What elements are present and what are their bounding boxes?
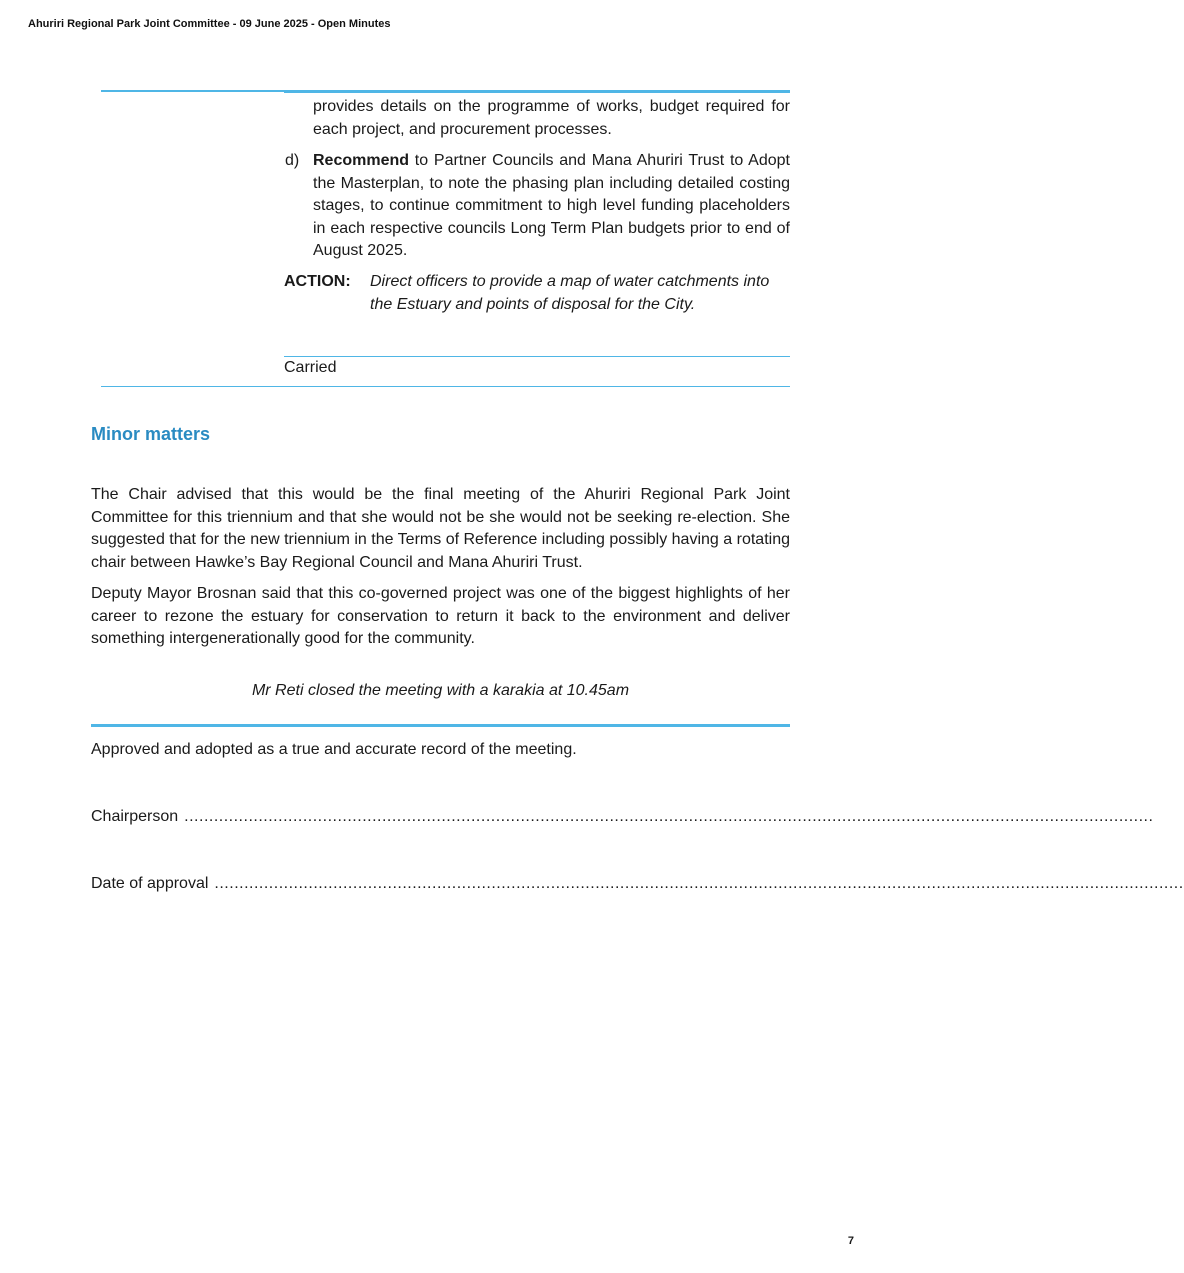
resolution-continuation: provides details on the programme of works, budget required for each project, and procurement processes. bbox=[313, 98, 790, 138]
carried-label: Carried bbox=[284, 359, 337, 376]
chairperson-signature-line bbox=[91, 808, 1154, 826]
chairperson-label: Chairperson bbox=[91, 808, 179, 825]
item-d-text bbox=[313, 150, 790, 263]
section-heading-minor-matters: Minor matters bbox=[91, 424, 211, 444]
date-of-approval-label: Date of approval bbox=[91, 875, 209, 892]
chairperson-dots: .................................................................................................................................................................................................... bbox=[184, 808, 1154, 825]
date-approval-line bbox=[91, 875, 1184, 893]
item-d-letter: d) bbox=[285, 152, 300, 169]
item-d-bold-lead: Recommend bbox=[313, 152, 410, 169]
running-header: Ahuriri Regional Park Joint Committee - 09 June 2025 - Open Minutes bbox=[28, 18, 391, 30]
action-text: Direct officers to provide a map of water catchments into the Estuary and points of disposal for the City. bbox=[370, 273, 770, 313]
minor-matters-paragraph-2: Deputy Mayor Brosnan said that this co-governed project was one of the biggest highlights of her career to rezone the estuary for conservation to return it back to the environment and deliver something intergenerationally good for the community. bbox=[91, 585, 790, 647]
minor-matters-paragraph-1: The Chair advised that this would be the final meeting of the Ahuriri Regional Park Joint Committee for this triennium and that she would not be she would not be seeking re-election. She suggested that for the new triennium in the Terms of Reference including possibly having a rotating chair between Hawke’s Bay Regional Council and Mana Ahuriri Trust. bbox=[91, 486, 790, 571]
date-dots: .................................................................................................................................................................................................... bbox=[214, 875, 1184, 892]
action-label: ACTION: bbox=[284, 273, 351, 290]
approval-statement: Approved and adopted as a true and accurate record of the meeting. bbox=[91, 741, 577, 758]
table-bottom-rule bbox=[101, 386, 790, 387]
item-d-body: to Partner Councils and Mana Ahuriri Trust to Adopt the Masterplan, to note the phasing plan including detailed costing stages, to continue commitment to high level funding placeholders in each respective councils Long Term Plan budgets prior to end of August 2025. bbox=[313, 152, 790, 259]
approval-rule bbox=[91, 724, 790, 727]
carried-top-rule bbox=[284, 356, 790, 357]
table-top-rule-right bbox=[284, 90, 790, 93]
closing-statement: Mr Reti closed the meeting with a karakia at 10.45am bbox=[251, 682, 630, 699]
page-number: 7 bbox=[847, 1235, 854, 1247]
table-top-rule-left bbox=[101, 90, 284, 92]
